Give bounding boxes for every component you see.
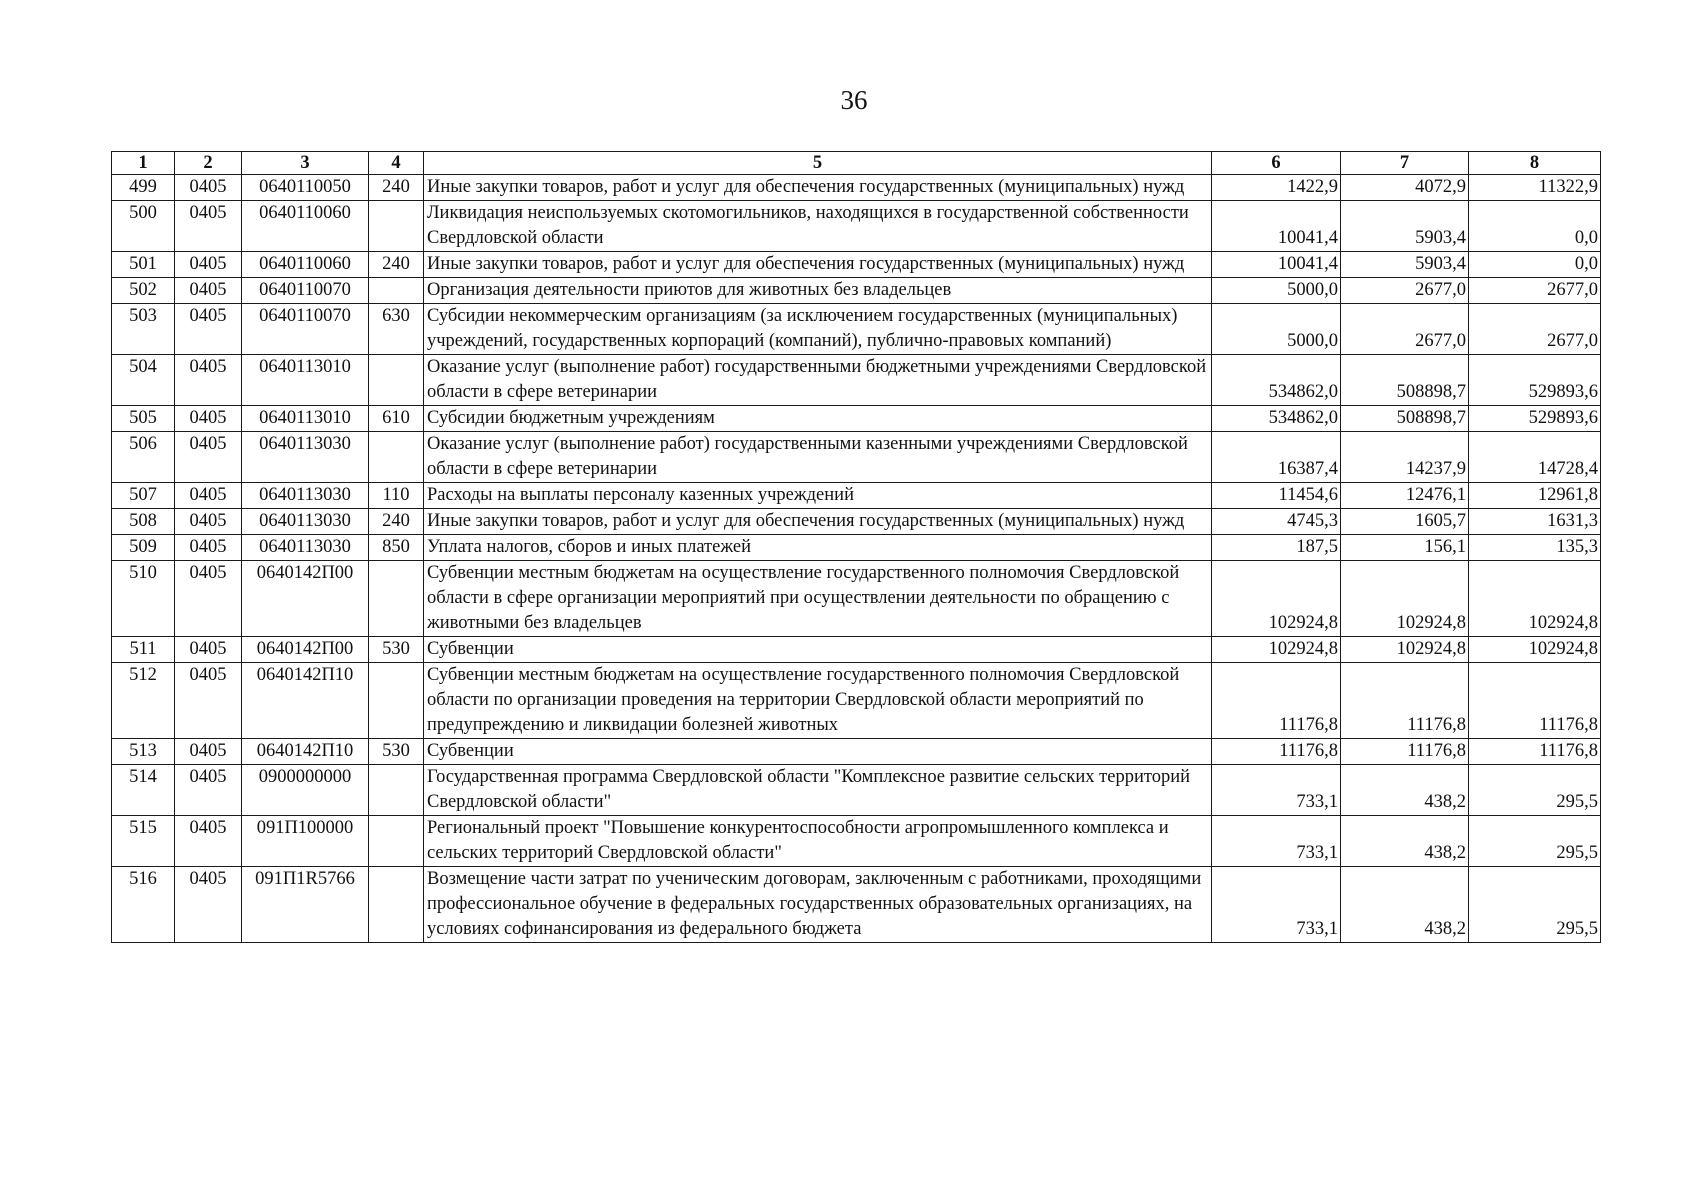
amount-cell-col8: 2677,0 [1469, 304, 1601, 355]
expense-type-cell [369, 278, 424, 304]
expense-type-cell [369, 663, 424, 739]
amount-cell-col6: 4745,3 [1212, 509, 1341, 535]
row-number-cell: 512 [112, 663, 175, 739]
row-number-cell: 499 [112, 175, 175, 201]
amount-cell-col6: 5000,0 [1212, 304, 1341, 355]
description-cell: Иные закупки товаров, работ и услуг для обеспечения государственных (муниципальных) нужд [424, 509, 1212, 535]
description-cell: Оказание услуг (выполнение работ) государственными казенными учреждениями Свердловской области в сфере ветеринарии [424, 432, 1212, 483]
amount-cell-col8: 11176,8 [1469, 663, 1601, 739]
column-header: 8 [1469, 152, 1601, 175]
amount-cell-col6: 11176,8 [1212, 739, 1341, 765]
amount-cell-col8: 135,3 [1469, 535, 1601, 561]
amount-cell-col7: 438,2 [1341, 867, 1469, 943]
amount-cell-col8: 0,0 [1469, 252, 1601, 278]
target-code-cell: 0640110070 [242, 278, 369, 304]
amount-cell-col8: 529893,6 [1469, 355, 1601, 406]
row-number-cell: 513 [112, 739, 175, 765]
target-code-cell: 0640113030 [242, 535, 369, 561]
amount-cell-col8: 529893,6 [1469, 406, 1601, 432]
expense-type-cell: 530 [369, 739, 424, 765]
column-header: 7 [1341, 152, 1469, 175]
target-code-cell: 0640113030 [242, 483, 369, 509]
table-row [112, 483, 1601, 509]
target-code-cell: 091П1R5766 [242, 867, 369, 943]
column-header: 5 [424, 152, 1212, 175]
amount-cell-col7: 11176,8 [1341, 663, 1469, 739]
row-number-cell: 510 [112, 561, 175, 637]
table-row [112, 816, 1601, 867]
section-code-cell: 0405 [175, 637, 242, 663]
amount-cell-col8: 11322,9 [1469, 175, 1601, 201]
section-code-cell: 0405 [175, 432, 242, 483]
table-row [112, 867, 1601, 943]
target-code-cell: 0640113030 [242, 432, 369, 483]
description-cell: Субсидии некоммерческим организациям (за исключением государственных (муниципальных) учреждений, государственных корпораций (компаний), публично-правовых компаний) [424, 304, 1212, 355]
table-row [112, 739, 1601, 765]
target-code-cell: 091П100000 [242, 816, 369, 867]
description-cell: Ликвидация неиспользуемых скотомогильников, находящихся в государственной собственности Свердловской области [424, 201, 1212, 252]
row-number-cell: 507 [112, 483, 175, 509]
amount-cell-col6: 5000,0 [1212, 278, 1341, 304]
target-code-cell: 0640110070 [242, 304, 369, 355]
amount-cell-col7: 14237,9 [1341, 432, 1469, 483]
description-cell: Организация деятельности приютов для животных без владельцев [424, 278, 1212, 304]
expense-type-cell: 240 [369, 252, 424, 278]
section-code-cell: 0405 [175, 663, 242, 739]
table-row [112, 175, 1601, 201]
table-row [112, 355, 1601, 406]
amount-cell-col8: 0,0 [1469, 201, 1601, 252]
column-header: 3 [242, 152, 369, 175]
amount-cell-col7: 438,2 [1341, 765, 1469, 816]
target-code-cell: 0640142П00 [242, 637, 369, 663]
row-number-cell: 502 [112, 278, 175, 304]
amount-cell-col7: 2677,0 [1341, 278, 1469, 304]
amount-cell-col6: 11454,6 [1212, 483, 1341, 509]
amount-cell-col8: 11176,8 [1469, 739, 1601, 765]
table-row [112, 432, 1601, 483]
row-number-cell: 514 [112, 765, 175, 816]
header-row [112, 152, 1601, 175]
amount-cell-col7: 102924,8 [1341, 637, 1469, 663]
table-row [112, 765, 1601, 816]
row-number-cell: 511 [112, 637, 175, 663]
section-code-cell: 0405 [175, 561, 242, 637]
description-cell: Субвенции местным бюджетам на осуществление государственного полномочия Свердловской области в сфере организации мероприятий при осуществлении деятельности по обращению с животными без владельцев [424, 561, 1212, 637]
expense-type-cell [369, 816, 424, 867]
section-code-cell: 0405 [175, 355, 242, 406]
expense-type-cell: 240 [369, 509, 424, 535]
expense-type-cell: 850 [369, 535, 424, 561]
expense-type-cell: 240 [369, 175, 424, 201]
amount-cell-col8: 102924,8 [1469, 637, 1601, 663]
section-code-cell: 0405 [175, 175, 242, 201]
amount-cell-col8: 1631,3 [1469, 509, 1601, 535]
section-code-cell: 0405 [175, 739, 242, 765]
column-header: 6 [1212, 152, 1341, 175]
row-number-cell: 501 [112, 252, 175, 278]
amount-cell-col6: 534862,0 [1212, 355, 1341, 406]
target-code-cell: 0640110060 [242, 252, 369, 278]
amount-cell-col6: 534862,0 [1212, 406, 1341, 432]
row-number-cell: 515 [112, 816, 175, 867]
table-row [112, 278, 1601, 304]
description-cell: Субвенции [424, 637, 1212, 663]
row-number-cell: 516 [112, 867, 175, 943]
amount-cell-col8: 14728,4 [1469, 432, 1601, 483]
amount-cell-col7: 5903,4 [1341, 252, 1469, 278]
amount-cell-col7: 5903,4 [1341, 201, 1469, 252]
table-row [112, 201, 1601, 252]
section-code-cell: 0405 [175, 406, 242, 432]
expense-type-cell: 110 [369, 483, 424, 509]
table-row [112, 663, 1601, 739]
amount-cell-col6: 733,1 [1212, 765, 1341, 816]
amount-cell-col7: 2677,0 [1341, 304, 1469, 355]
amount-cell-col6: 733,1 [1212, 816, 1341, 867]
amount-cell-col8: 2677,0 [1469, 278, 1601, 304]
section-code-cell: 0405 [175, 509, 242, 535]
description-cell: Расходы на выплаты персоналу казенных учреждений [424, 483, 1212, 509]
amount-cell-col7: 156,1 [1341, 535, 1469, 561]
table-row [112, 252, 1601, 278]
amount-cell-col8: 102924,8 [1469, 561, 1601, 637]
description-cell: Субвенции [424, 739, 1212, 765]
description-cell: Субвенции местным бюджетам на осуществление государственного полномочия Свердловской области по организации проведения на территории Свердловской области мероприятий по предупреждению и ликвидации болезней животных [424, 663, 1212, 739]
row-number-cell: 500 [112, 201, 175, 252]
amount-cell-col6: 10041,4 [1212, 252, 1341, 278]
section-code-cell: 0405 [175, 201, 242, 252]
expense-type-cell [369, 355, 424, 406]
column-header: 2 [175, 152, 242, 175]
amount-cell-col7: 508898,7 [1341, 355, 1469, 406]
description-cell: Иные закупки товаров, работ и услуг для обеспечения государственных (муниципальных) нужд [424, 252, 1212, 278]
row-number-cell: 506 [112, 432, 175, 483]
table-row [112, 304, 1601, 355]
expense-type-cell: 610 [369, 406, 424, 432]
target-code-cell: 0640142П10 [242, 739, 369, 765]
amount-cell-col8: 12961,8 [1469, 483, 1601, 509]
row-number-cell: 508 [112, 509, 175, 535]
amount-cell-col6: 733,1 [1212, 867, 1341, 943]
table-row [112, 535, 1601, 561]
amount-cell-col6: 16387,4 [1212, 432, 1341, 483]
section-code-cell: 0405 [175, 535, 242, 561]
section-code-cell: 0405 [175, 483, 242, 509]
expense-type-cell [369, 432, 424, 483]
target-code-cell: 0640142П10 [242, 663, 369, 739]
target-code-cell: 0640113030 [242, 509, 369, 535]
section-code-cell: 0405 [175, 304, 242, 355]
table-row [112, 561, 1601, 637]
amount-cell-col8: 295,5 [1469, 765, 1601, 816]
table-row [112, 406, 1601, 432]
description-cell: Оказание услуг (выполнение работ) государственными бюджетными учреждениями Свердловской области в сфере ветеринарии [424, 355, 1212, 406]
amount-cell-col6: 11176,8 [1212, 663, 1341, 739]
description-cell: Субсидии бюджетным учреждениям [424, 406, 1212, 432]
amount-cell-col7: 438,2 [1341, 816, 1469, 867]
amount-cell-col7: 11176,8 [1341, 739, 1469, 765]
amount-cell-col8: 295,5 [1469, 867, 1601, 943]
section-code-cell: 0405 [175, 867, 242, 943]
description-cell: Региональный проект "Повышение конкурентоспособности агропромышленного комплекса и сельских территорий Свердловской области" [424, 816, 1212, 867]
expense-type-cell [369, 765, 424, 816]
section-code-cell: 0405 [175, 278, 242, 304]
table-row [112, 637, 1601, 663]
target-code-cell: 0900000000 [242, 765, 369, 816]
target-code-cell: 0640113010 [242, 406, 369, 432]
table-body [112, 175, 1601, 943]
expense-type-cell [369, 867, 424, 943]
section-code-cell: 0405 [175, 765, 242, 816]
amount-cell-col6: 10041,4 [1212, 201, 1341, 252]
amount-cell-col8: 295,5 [1469, 816, 1601, 867]
row-number-cell: 504 [112, 355, 175, 406]
target-code-cell: 0640142П00 [242, 561, 369, 637]
section-code-cell: 0405 [175, 816, 242, 867]
page-number: 36 [840, 85, 868, 115]
expense-type-cell: 630 [369, 304, 424, 355]
target-code-cell: 0640110060 [242, 201, 369, 252]
expense-type-cell: 530 [369, 637, 424, 663]
amount-cell-col6: 102924,8 [1212, 561, 1341, 637]
expense-type-cell [369, 201, 424, 252]
amount-cell-col7: 1605,7 [1341, 509, 1469, 535]
amount-cell-col7: 102924,8 [1341, 561, 1469, 637]
row-number-cell: 505 [112, 406, 175, 432]
budget-table [111, 151, 1601, 943]
row-number-cell: 509 [112, 535, 175, 561]
description-cell: Государственная программа Свердловской области "Комплексное развитие сельских территорий Свердловской области" [424, 765, 1212, 816]
description-cell: Иные закупки товаров, работ и услуг для обеспечения государственных (муниципальных) нужд [424, 175, 1212, 201]
amount-cell-col7: 508898,7 [1341, 406, 1469, 432]
row-number-cell: 503 [112, 304, 175, 355]
expense-type-cell [369, 561, 424, 637]
description-cell: Возмещение части затрат по ученическим договорам, заключенным с работниками, проходящими профессиональное обучение в федеральных государственных образовательных организациях, на условиях софинансирования из федерального бюджета [424, 867, 1212, 943]
column-header: 1 [112, 152, 175, 175]
section-code-cell: 0405 [175, 252, 242, 278]
target-code-cell: 0640113010 [242, 355, 369, 406]
amount-cell-col6: 187,5 [1212, 535, 1341, 561]
column-header: 4 [369, 152, 424, 175]
target-code-cell: 0640110050 [242, 175, 369, 201]
amount-cell-col6: 102924,8 [1212, 637, 1341, 663]
amount-cell-col7: 4072,9 [1341, 175, 1469, 201]
table-row [112, 509, 1601, 535]
amount-cell-col7: 12476,1 [1341, 483, 1469, 509]
amount-cell-col6: 1422,9 [1212, 175, 1341, 201]
description-cell: Уплата налогов, сборов и иных платежей [424, 535, 1212, 561]
